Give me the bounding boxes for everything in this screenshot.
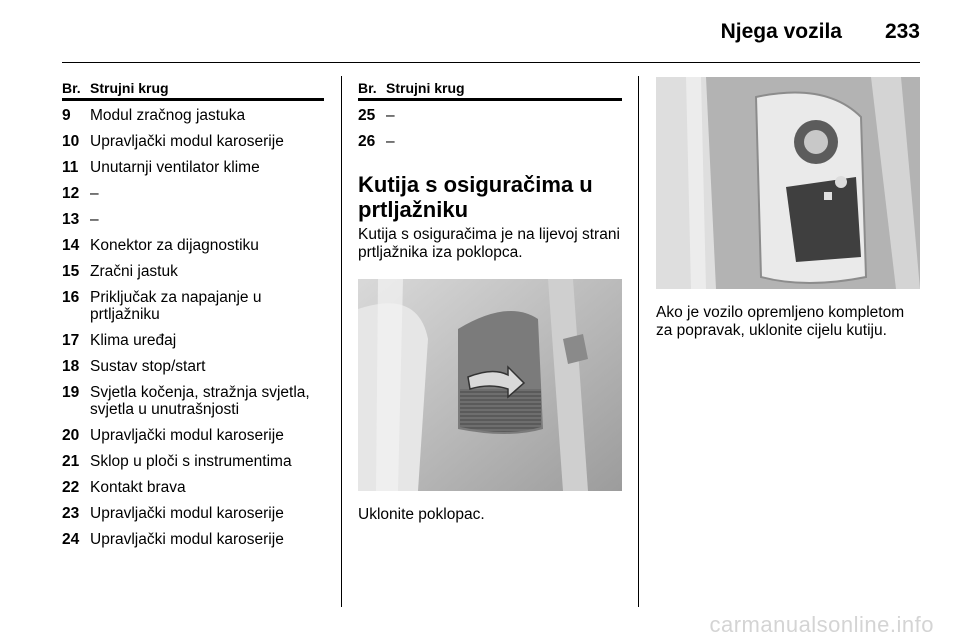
row-number: 12 (62, 185, 80, 202)
row-circuit: Upravljački modul karoserije (90, 531, 284, 548)
row-number: 16 (62, 289, 80, 306)
table-row (62, 384, 324, 418)
row-circuit: Priključak za napajanje u prtljažniku (90, 289, 262, 323)
section-heading: Kutija s osiguračima u prtljažniku (358, 172, 593, 222)
fuse-box-photo (656, 77, 920, 289)
row-number: 17 (62, 332, 80, 349)
middle-column (358, 78, 622, 262)
row-circuit: Kontakt brava (90, 479, 186, 496)
table-row (62, 107, 324, 124)
table-row (62, 453, 324, 470)
row-circuit: Sustav stop/start (90, 358, 206, 375)
row-circuit: Modul zračnog jastuka (90, 107, 246, 124)
row-circuit: Upravljački modul karoserije (90, 427, 284, 444)
trunk-cover-illustration (358, 279, 622, 491)
table-row (62, 505, 324, 522)
row-number: 14 (62, 237, 80, 254)
section-text: Kutija s osiguračima je na lijevoj strani prtljažnika iza poklopca. (358, 226, 620, 261)
row-number: 21 (62, 453, 80, 470)
row-circuit: – (90, 211, 99, 228)
row-number: 26 (358, 133, 376, 150)
row-number: 15 (62, 263, 80, 280)
row-circuit: Upravljački modul karoserije (90, 133, 284, 150)
row-number: 23 (62, 505, 80, 522)
photo2-caption: Ako je vozilo opremljeno kompletom za popravak, uklonite cijelu kutiju. (656, 304, 905, 339)
row-circuit: – (90, 185, 99, 202)
row-number: 24 (62, 531, 80, 548)
section-title: Njega vozila (720, 20, 842, 43)
row-circuit: – (386, 133, 395, 150)
table-row (62, 531, 324, 548)
row-circuit: Sklop u ploči s instrumentima (90, 453, 292, 470)
col-header-circuit: Strujni krug (386, 80, 465, 96)
row-number: 10 (62, 133, 80, 150)
table-row (62, 332, 324, 349)
row-number: 9 (62, 107, 71, 124)
table-header (62, 78, 324, 101)
column-divider (638, 76, 639, 607)
table-row (62, 185, 324, 202)
row-circuit: Zračni jastuk (90, 263, 178, 280)
column-divider (341, 76, 342, 607)
trunk-cover-photo (358, 279, 622, 491)
table-row (62, 427, 324, 444)
page-number: 233 (884, 20, 920, 43)
row-number: 11 (62, 159, 79, 176)
table-header (358, 78, 622, 101)
table-row (62, 479, 324, 496)
row-circuit: Svjetla kočenja, stražnja svjetla, svjetla u unutrašnjosti (90, 384, 310, 418)
page-header (62, 0, 920, 63)
row-circuit: Klima uređaj (90, 332, 177, 349)
table-row (62, 211, 324, 228)
table-row (62, 263, 324, 280)
row-number: 25 (358, 107, 376, 124)
fuse-table-left (62, 78, 324, 557)
table-row (62, 237, 324, 254)
row-number: 18 (62, 358, 80, 375)
table-row (62, 159, 324, 176)
row-number: 20 (62, 427, 80, 444)
photo1-caption: Uklonite poklopac. (358, 506, 485, 523)
table-row (358, 133, 622, 150)
table-row (62, 289, 324, 323)
row-number: 13 (62, 211, 80, 228)
table-row (358, 107, 622, 124)
row-circuit: Upravljački modul karoserije (90, 505, 284, 522)
row-circuit: – (386, 107, 395, 124)
fuse-box-illustration (656, 77, 920, 289)
col-header-number: Br. (62, 80, 81, 96)
row-circuit: Unutarnji ventilator klime (90, 159, 260, 176)
table-row (62, 133, 324, 150)
col-header-number: Br. (358, 80, 377, 96)
row-number: 22 (62, 479, 80, 496)
col-header-circuit: Strujni krug (90, 80, 169, 96)
watermark: carmanualsonline.info (709, 612, 934, 637)
row-circuit: Konektor za dijagnostiku (90, 237, 259, 254)
table-row (62, 358, 324, 375)
row-number: 19 (62, 384, 80, 401)
